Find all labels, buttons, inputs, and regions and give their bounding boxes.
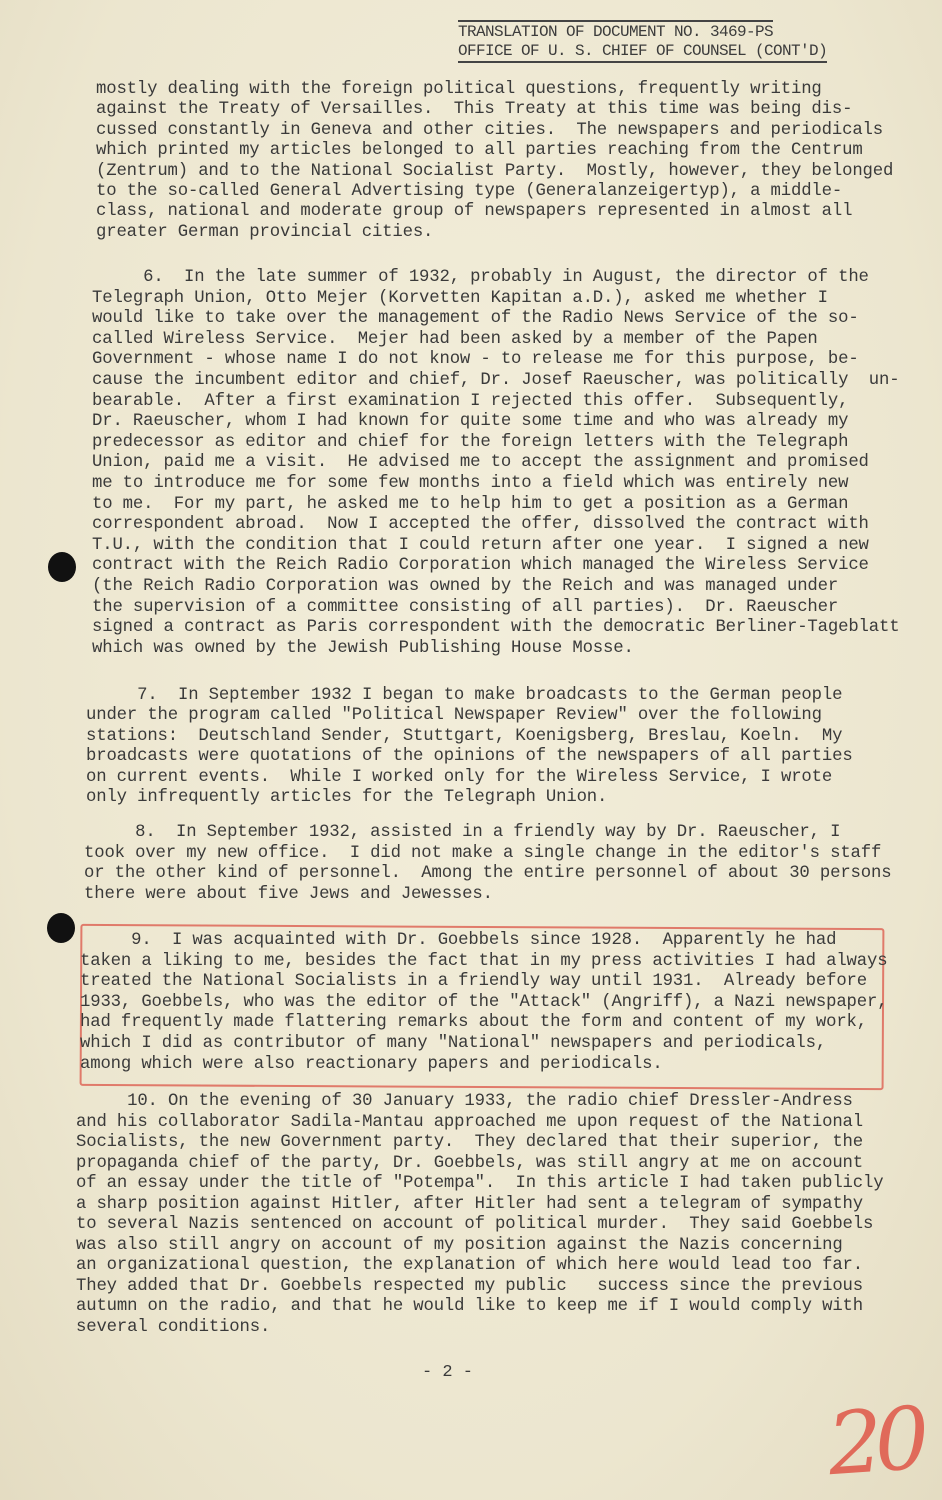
- punch-hole-icon: [48, 552, 76, 582]
- text-line: 6. In the late summer of 1932, probably in August, the director of the: [92, 268, 869, 287]
- text-line: me to introduce me for some few months into a field which was entirely new: [92, 474, 849, 493]
- text-line: correspondent abroad. Now I accepted the offer, dissolved the contract with: [92, 515, 869, 535]
- text-line: contract with the Reich Radio Corporation which managed the Wireless Service: [92, 556, 869, 576]
- text-line: there were about five Jews and Jewesses.: [84, 884, 493, 904]
- text-line: and his collaborator Sadila-Mantau approached me upon request of the National: [76, 1112, 863, 1132]
- text-line: among which were also reactionary papers and periodicals.: [80, 1054, 663, 1074]
- page-number: - 2 -: [422, 1363, 474, 1382]
- text-line: Telegraph Union, Otto Mejer (Korvetten Kapitan a.D.), asked me whether I: [92, 288, 828, 308]
- text-line: to several Nazis sentenced on account of political murder. They said Goebbels: [76, 1215, 874, 1234]
- text-line: under the program called "Political Newspaper Review" over the following: [86, 706, 822, 726]
- text-line: class, national and moderate group of newspapers represented in almost all: [96, 202, 853, 222]
- text-line: against the Treaty of Versailles. This Treaty at this time was being dis-: [96, 100, 853, 120]
- text-line: had frequently made flattering remarks about the form and content of my work,: [80, 1013, 867, 1033]
- text-line: predecessor as editor and chief for the foreign letters with the Telegraph: [92, 432, 849, 452]
- text-line: which printed my articles belonged to all parties reaching from the Centrum: [96, 141, 863, 161]
- text-line: greater German provincial cities.: [96, 222, 434, 242]
- text-line: bearable. After a first examination I rejected this offer. Subsequently,: [92, 391, 849, 411]
- text-line: (Zentrum) and to the National Socialist Party. Mostly, however, they belonged: [96, 161, 894, 181]
- text-line: broadcasts were quotations of the opinions of the newspapers of all parties: [86, 747, 853, 767]
- header-document-number: TRANSLATION OF DOCUMENT NO. 3469-PS: [458, 20, 773, 41]
- punch-hole-icon: [47, 913, 75, 943]
- text-line: 8. In September 1932, assisted in a friendly way by Dr. Raeuscher, I: [84, 823, 841, 842]
- text-line: Government - whose name I do not know - to release me for this purpose, be-: [92, 350, 859, 370]
- handwritten-page-number: 20: [824, 1388, 925, 1496]
- text-line: treated the National Socialists in a friendly way until 1931. Already before: [80, 972, 867, 992]
- text-line: was also still angry on account of my position against the Nazis concerning: [76, 1235, 843, 1255]
- text-line: 7. In September 1932 I began to make broadcasts to the German people: [86, 686, 843, 705]
- text-line: which was owned by the Jewish Publishing House Mosse.: [92, 638, 634, 658]
- text-line: autumn on the radio, and that he would like to keep me if I would comply with: [76, 1297, 863, 1316]
- text-line: or the other kind of personnel. Among the entire personnel of about 30 persons: [84, 864, 892, 884]
- text-line: of an essay under the title of "Potempa". In this article I had taken publicly: [76, 1174, 884, 1193]
- text-line: signed a contract as Paris correspondent with the democratic Berliner-Tageblatt: [92, 618, 900, 638]
- text-line: stations: Deutschland Sender, Stuttgart, Koenigsberg, Breslau, Koeln. My: [86, 726, 843, 746]
- text-line: cussed constantly in Geneva and other cities. The newspapers and periodicals: [96, 120, 883, 140]
- text-line: Socialists, the new Government party. They declared that their superior, the: [76, 1133, 863, 1152]
- text-line: Dr. Raeuscher, whom I had known for quite some time and who was already my: [92, 412, 849, 432]
- text-line: several conditions.: [76, 1317, 271, 1337]
- text-line: T.U., with the condition that I could return after one year. I signed a new: [92, 535, 869, 555]
- text-line: a sharp position against Hitler, after Hitler had sent a telegram of sympathy: [76, 1194, 863, 1214]
- text-line: to me. For my part, he asked me to help him to get a position as a German: [92, 494, 849, 514]
- header-office: OFFICE OF U. S. CHIEF OF COUNSEL (CONT'D): [458, 42, 827, 63]
- text-line: 9. I was acquainted with Dr. Goebbels since 1928. Apparently he had: [80, 931, 837, 950]
- text-line: on current events. While I worked only for the Wireless Service, I wrote: [86, 767, 833, 787]
- text-line: an organizational question, the explanation of which here would lead too far.: [76, 1256, 863, 1275]
- text-line: to the so-called General Advertising type (Generalanzeigertyp), a middle-: [96, 182, 843, 201]
- text-line: which I did as contributor of many "National" newspapers and periodicals,: [80, 1034, 827, 1053]
- text-line: taken a liking to me, besides the fact that in my press activities I had always: [80, 951, 888, 971]
- text-line: called Wireless Service. Mejer had been asked by a member of the Papen: [92, 329, 818, 349]
- text-line: the supervision of a committee consisting of all parties). Dr. Raeuscher: [92, 597, 839, 617]
- text-line: (the Reich Radio Corporation was owned by the Reich and was managed under: [92, 577, 839, 596]
- text-line: only infrequently articles for the Telegraph Union.: [86, 788, 608, 807]
- text-line: mostly dealing with the foreign political questions, frequently writing: [96, 80, 822, 99]
- text-line: propaganda chief of the party, Dr. Goebbels, was still angry at me on account: [76, 1153, 863, 1173]
- text-line: Union, paid me a visit. He advised me to accept the assignment and promised: [92, 453, 869, 473]
- text-line: took over my new office. I did not make a single change in the editor's staff: [84, 843, 882, 863]
- text-line: 10. On the evening of 30 January 1933, the radio chief Dressler-Andress: [76, 1092, 853, 1111]
- text-line: 1933, Goebbels, who was the editor of the "Attack" (Angriff), a Nazi newspaper,: [80, 992, 888, 1012]
- text-line: cause the incumbent editor and chief, Dr. Josef Raeuscher, was politically un-: [92, 371, 900, 390]
- text-line: would like to take over the management of the Radio News Service of the so-: [92, 309, 859, 329]
- text-line: They added that Dr. Goebbels respected my public success since the previous: [76, 1276, 863, 1296]
